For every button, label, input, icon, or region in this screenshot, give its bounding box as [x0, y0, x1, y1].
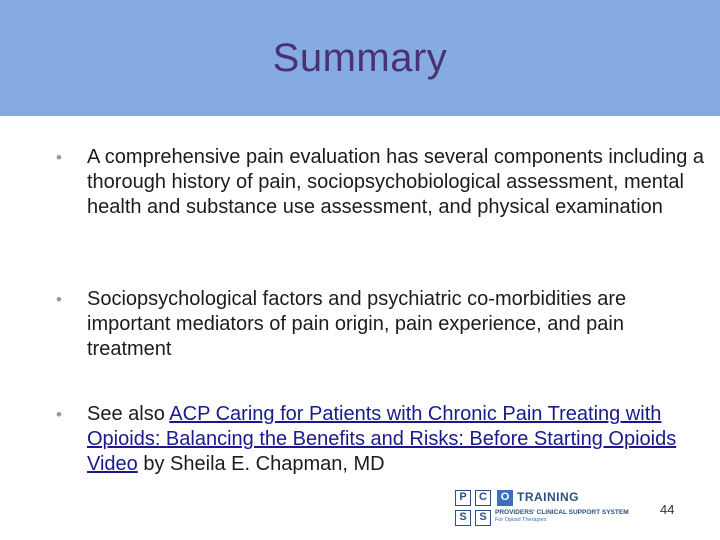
bullet-text: A comprehensive pain evaluation has several components including a thorough history of pain, sociopsychobiological assessment, mental health and substance use assessment, and physical examination [87, 146, 705, 218]
bullet-item [56, 287, 707, 362]
bullet-marker: • [56, 290, 62, 309]
logo-subtitle-2: For Opioid Therapies [495, 517, 547, 523]
bullet-suffix: by Sheila E. Chapman, MD [137, 453, 385, 475]
bullet-marker: • [56, 405, 62, 424]
bullet-text: Sociopsychological factors and psychiatric co-morbidities are important mediators of pain origin, pain experience, and pain treatment [87, 288, 627, 360]
logo-tile-o: O [497, 490, 513, 506]
logo-tile-s2: S [475, 510, 491, 526]
logo-tile-p: P [455, 490, 471, 506]
logo-training-text: TRAINING [517, 490, 579, 504]
bullet-prefix: See also [87, 403, 170, 425]
pcss-logo [455, 490, 670, 528]
slide-title: Summary [272, 36, 448, 80]
page-number: 44 [660, 502, 675, 517]
logo-tile-c: C [475, 490, 491, 506]
bullet-item [56, 402, 707, 477]
video-link[interactable]: ACP Caring for Patients with Chronic Pain Treating with Opioids: Balancing the Benefits and Risks: Before Starting Opioids Video [87, 403, 677, 475]
logo-subtitle: PROVIDERS' CLINICAL SUPPORT SYSTEM [495, 509, 629, 516]
bullet-item [56, 145, 707, 220]
logo-tile-s1: S [455, 510, 471, 526]
header-band [0, 0, 720, 116]
bullet-marker: • [56, 148, 62, 167]
